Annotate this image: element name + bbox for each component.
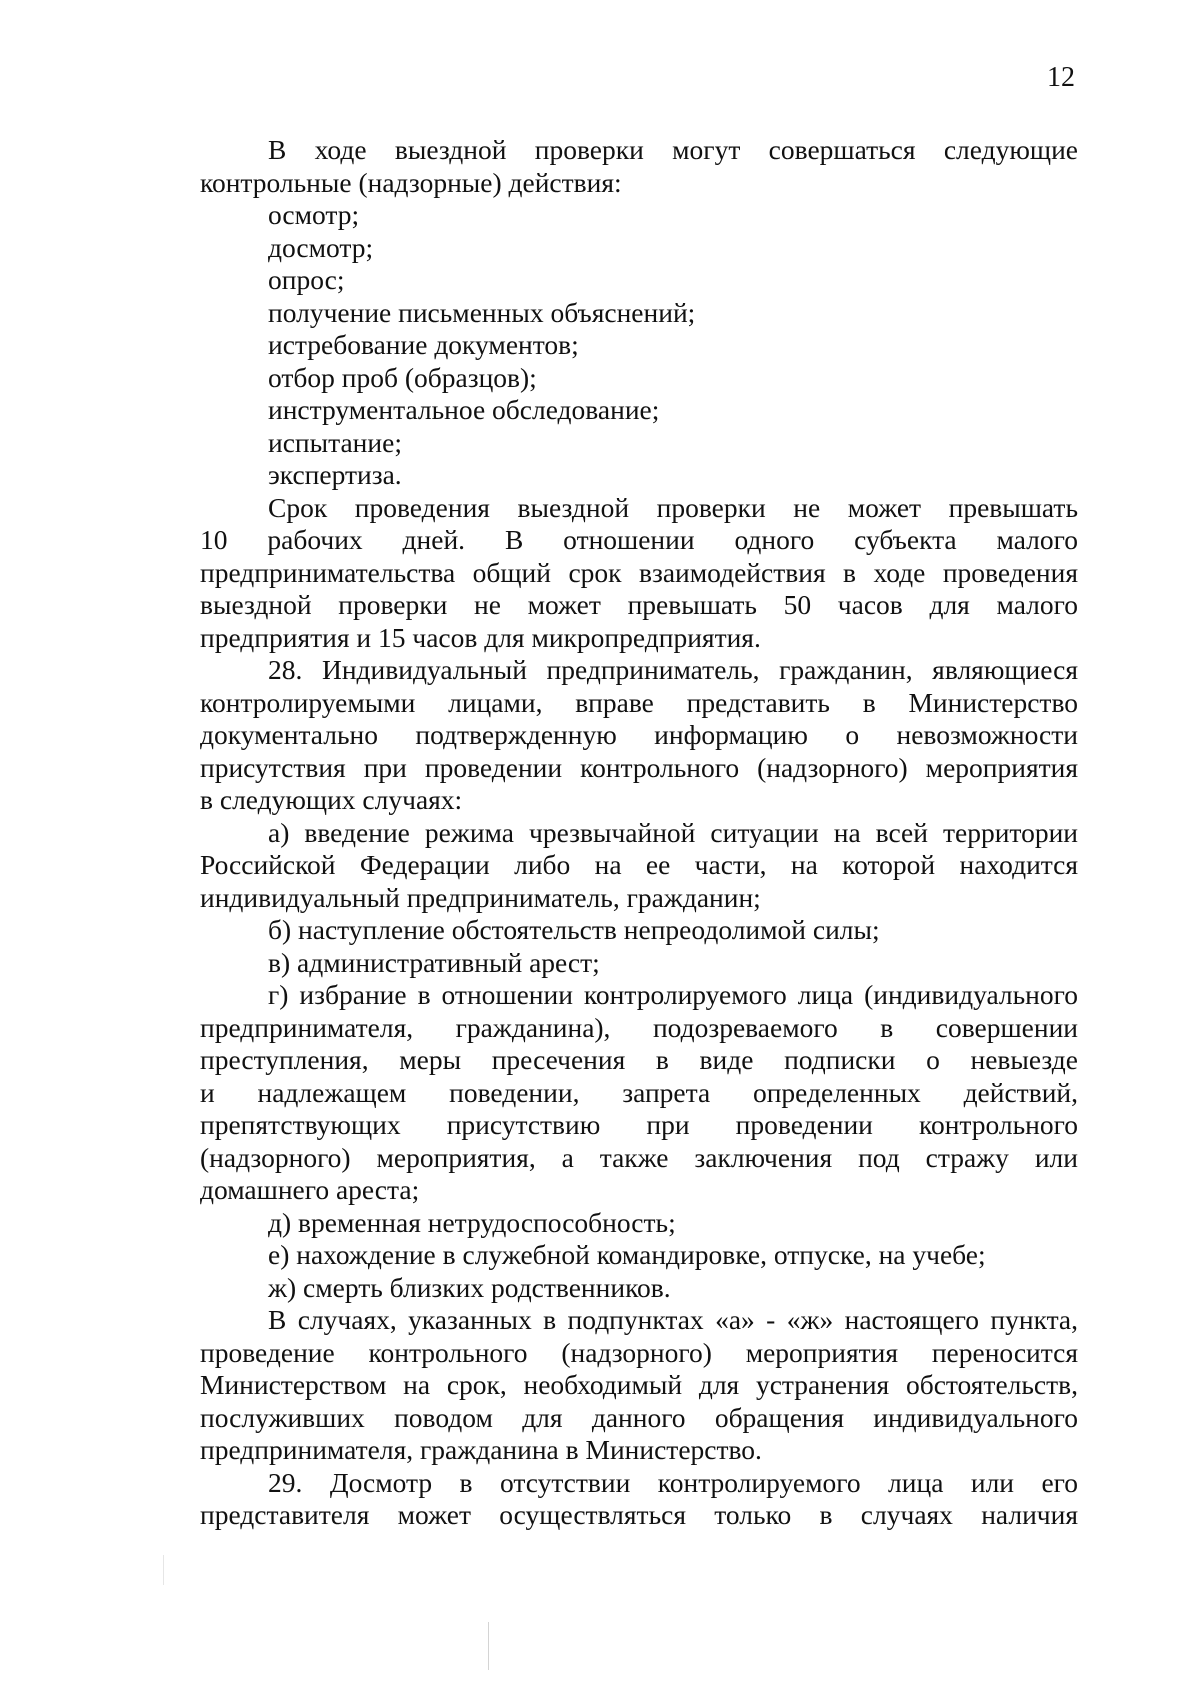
list-item: экспертиза. — [268, 459, 402, 490]
subitem-a — [200, 817, 1078, 915]
document-body — [200, 134, 1078, 1532]
text-line: 10 рабочих дней. В отношении одного субъекта малого — [200, 524, 1078, 555]
paragraph-28 — [200, 654, 1078, 817]
list-item: опрос; — [268, 264, 345, 295]
text-line: В случаях, указанных в подпунктах «а» - «ж» настоящего пункта, — [268, 1304, 1078, 1335]
subitem-b: б) наступление обстоятельств непреодолимой силы; — [268, 914, 880, 945]
list-item: истребование документов; — [268, 329, 579, 360]
paragraph-29 — [200, 1467, 1078, 1532]
subitem-zh: ж) смерть близких родственников. — [268, 1271, 671, 1303]
text-line: послуживших поводом для данного обращения индивидуального — [200, 1401, 1078, 1433]
scan-artifact — [488, 1622, 489, 1670]
text-line: 28. Индивидуальный предприниматель, гражданин, являющиеся — [268, 654, 1078, 685]
list-item: инструментальное обследование; — [268, 394, 660, 425]
text-line: и надлежащем поведении, запрета определенных действий, — [200, 1076, 1078, 1108]
text-line: выездной проверки не может превышать 50 часов для малого — [200, 589, 1078, 620]
list-item: испытание; — [268, 426, 402, 458]
scan-artifact — [163, 1555, 164, 1585]
text-line: Срок проведения выездной проверки не может превышать — [268, 491, 1078, 523]
text-line: 29. Досмотр в отсутствии контролируемого лица или его — [268, 1466, 1078, 1498]
text-line: препятствующих присутствию при проведении контрольного — [200, 1109, 1078, 1140]
text-line: документально подтвержденную информацию о невозможности — [200, 719, 1078, 750]
subitem-d: д) временная нетрудоспособность; — [268, 1206, 676, 1238]
paragraph-term — [200, 492, 1078, 655]
text-line: а) введение режима чрезвычайной ситуации на всей территории — [268, 816, 1078, 848]
text-line: предпринимателя, гражданина в Министерство. — [200, 1434, 762, 1465]
list-item: получение письменных объяснений; — [268, 296, 696, 328]
text-line: В ходе выездной проверки могут совершаться следующие — [268, 134, 1078, 165]
text-line: присутствия при проведении контрольного (надзорного) мероприятия — [200, 751, 1078, 783]
text-line: преступления, меры пресечения в виде подписки о невыезде — [200, 1044, 1078, 1075]
list-item: отбор проб (образцов); — [268, 361, 537, 393]
text-line: домашнего ареста; — [200, 1174, 420, 1205]
text-line: г) избрание в отношении контролируемого лица (индивидуального — [268, 979, 1078, 1010]
subitem-g — [200, 979, 1078, 1207]
text-line: индивидуальный предприниматель, гражданин; — [200, 881, 761, 913]
text-line: контрольные (надзорные) действия: — [200, 166, 622, 198]
text-line: предпринимателя, гражданина), подозреваемого в совершении — [200, 1011, 1078, 1043]
text-line: Российской Федерации либо на ее части, на которой находится — [200, 849, 1078, 880]
subitem-e: е) нахождение в служебной командировке, отпуске, на учебе; — [268, 1239, 986, 1270]
text-line: контролируемыми лицами, вправе представить в Министерство — [200, 686, 1078, 718]
text-line: в следующих случаях: — [200, 784, 463, 815]
list-item: досмотр; — [268, 231, 374, 263]
page-number: 12 — [1047, 62, 1075, 93]
actions-list — [200, 199, 1078, 492]
text-line: проведение контрольного (надзорного) мероприятия переносится — [200, 1336, 1078, 1368]
subitem-v: в) административный арест; — [268, 946, 600, 978]
text-line: предприятия и 15 часов для микропредприятия. — [200, 621, 761, 653]
paragraph-postponement — [200, 1304, 1078, 1467]
paragraph-intro — [200, 134, 1078, 199]
text-line: (надзорного) мероприятия, а также заключения под стражу или — [200, 1141, 1078, 1173]
text-line: Министерством на срок, необходимый для устранения обстоятельств, — [200, 1369, 1078, 1400]
text-line: предпринимательства общий срок взаимодействия в ходе проведения — [200, 556, 1078, 588]
text-line: представителя может осуществляться только в случаях наличия — [200, 1499, 1078, 1530]
list-item: осмотр; — [268, 199, 360, 230]
